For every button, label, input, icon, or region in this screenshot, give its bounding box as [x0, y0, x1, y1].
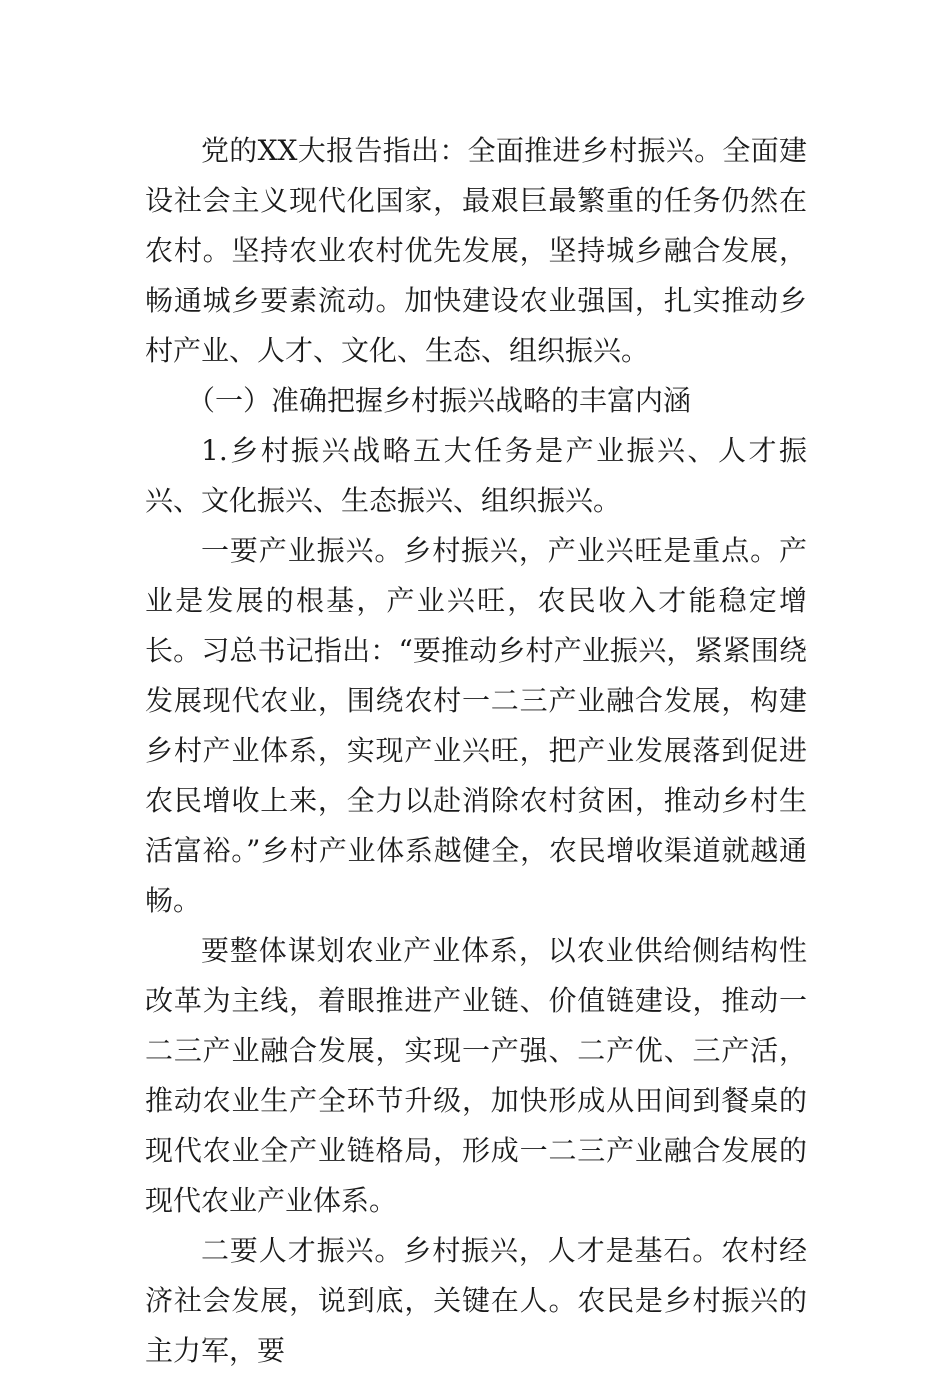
intro-paragraph: 党的XX大报告指出：全面推进乡村振兴。全面建设社会主义现代化国家，最艰巨最繁重的任务仍然在农村。坚持农业农村优先发展，坚持城乡融合发展，畅通城乡要素流动。加快建设农业强国，扎实推动乡村产业、人才、文化、生态、组织振兴。 — [145, 134, 807, 367]
industry-system-paragraph: 要整体谋划农业产业体系，以农业供给侧结构性改革为主线，着眼推进产业链、价值链建设，推动一二三产业融合发展，实现一产强、二产优、三产活，推动农业生产全环节升级，加快形成从田间到餐桌的现代农业全产业链格局，形成一二三产业融合发展的现代农业产业体系。 — [145, 934, 807, 1217]
section-heading: （一）准确把握乡村振兴战略的丰富内涵 — [187, 384, 692, 417]
document-body — [145, 126, 807, 1376]
tasks-paragraph: 1.乡村振兴战略五大任务是产业振兴、人才振兴、文化振兴、生态振兴、组织振兴。 — [145, 434, 807, 517]
industry-paragraph: 一要产业振兴。乡村振兴，产业兴旺是重点。产业是发展的根基，产业兴旺，农民收入才能稳定增长。习总书记指出：“要推动乡村产业振兴，紧紧围绕发展现代农业，围绕农村一二三产业融合发展，构建乡村产业体系，实现产业兴旺，把产业发展落到促进农民增收上来，全力以赴消除农村贫困，推动乡村生活富裕。”乡村产业体系越健全，农民增收渠道就越通畅。 — [145, 534, 807, 917]
talent-paragraph: 二要人才振兴。乡村振兴，人才是基石。农村经济社会发展，说到底，关键在人。农民是乡村振兴的主力军，要 — [145, 1234, 807, 1367]
